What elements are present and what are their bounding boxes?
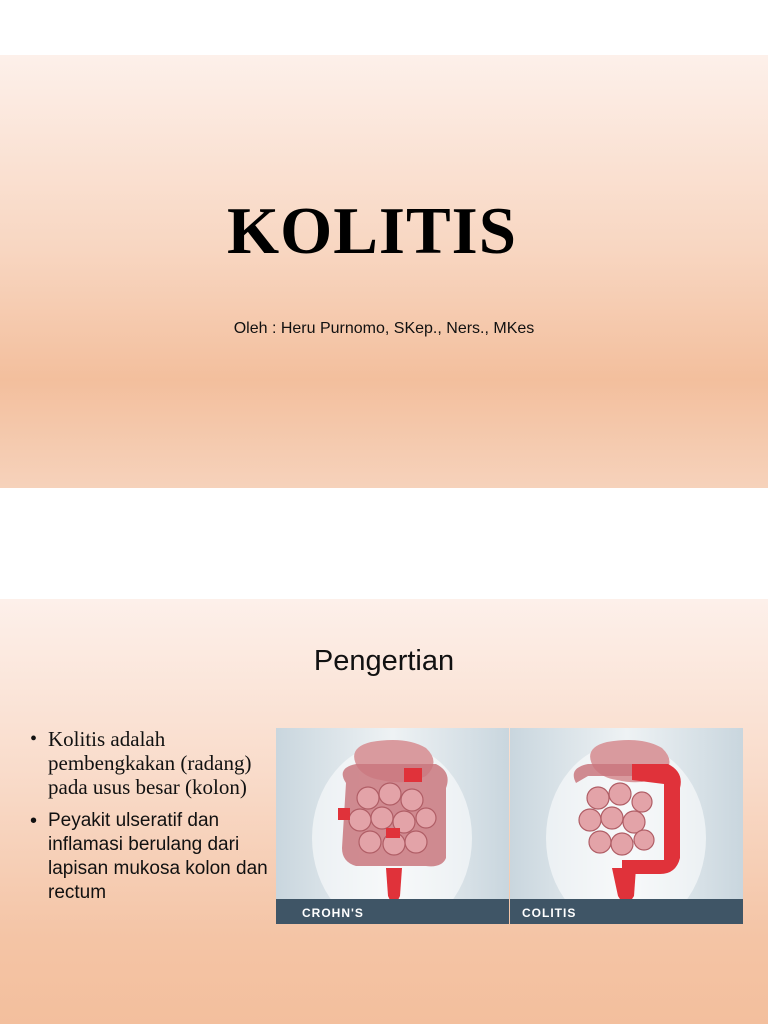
crohns-label: CROHN'S — [302, 906, 364, 920]
bullet-text: Kolitis adalah pembengkakan (radang) pada usus besar (kolon) — [48, 727, 252, 799]
colitis-label: COLITIS — [522, 906, 577, 920]
bullet-list — [30, 727, 270, 915]
definition-slide — [0, 599, 768, 1024]
bullet-dot-icon: • — [30, 728, 38, 750]
inflamed-patch — [338, 808, 350, 820]
crohns-panel — [276, 728, 509, 924]
intestine-illustration — [276, 728, 743, 924]
small-intestine-loops — [579, 783, 654, 855]
bullet-item — [30, 809, 270, 905]
bullet-dot-icon: • — [30, 810, 38, 832]
colitis-panel — [510, 728, 743, 924]
bullet-item — [30, 727, 270, 799]
title-slide — [0, 55, 768, 488]
slide-title: KOLITIS — [226, 194, 518, 268]
inflamed-patch — [386, 828, 400, 838]
inflamed-patch — [404, 768, 422, 782]
bullet-text: Peyakit ulseratif dan inflamasi berulang dari lapisan mukosa kolon dan rectum — [48, 810, 268, 903]
section-title: Pengertian — [313, 645, 455, 677]
author-line: Oleh : Heru Purnomo, SKep., Ners., MKes — [233, 320, 535, 337]
